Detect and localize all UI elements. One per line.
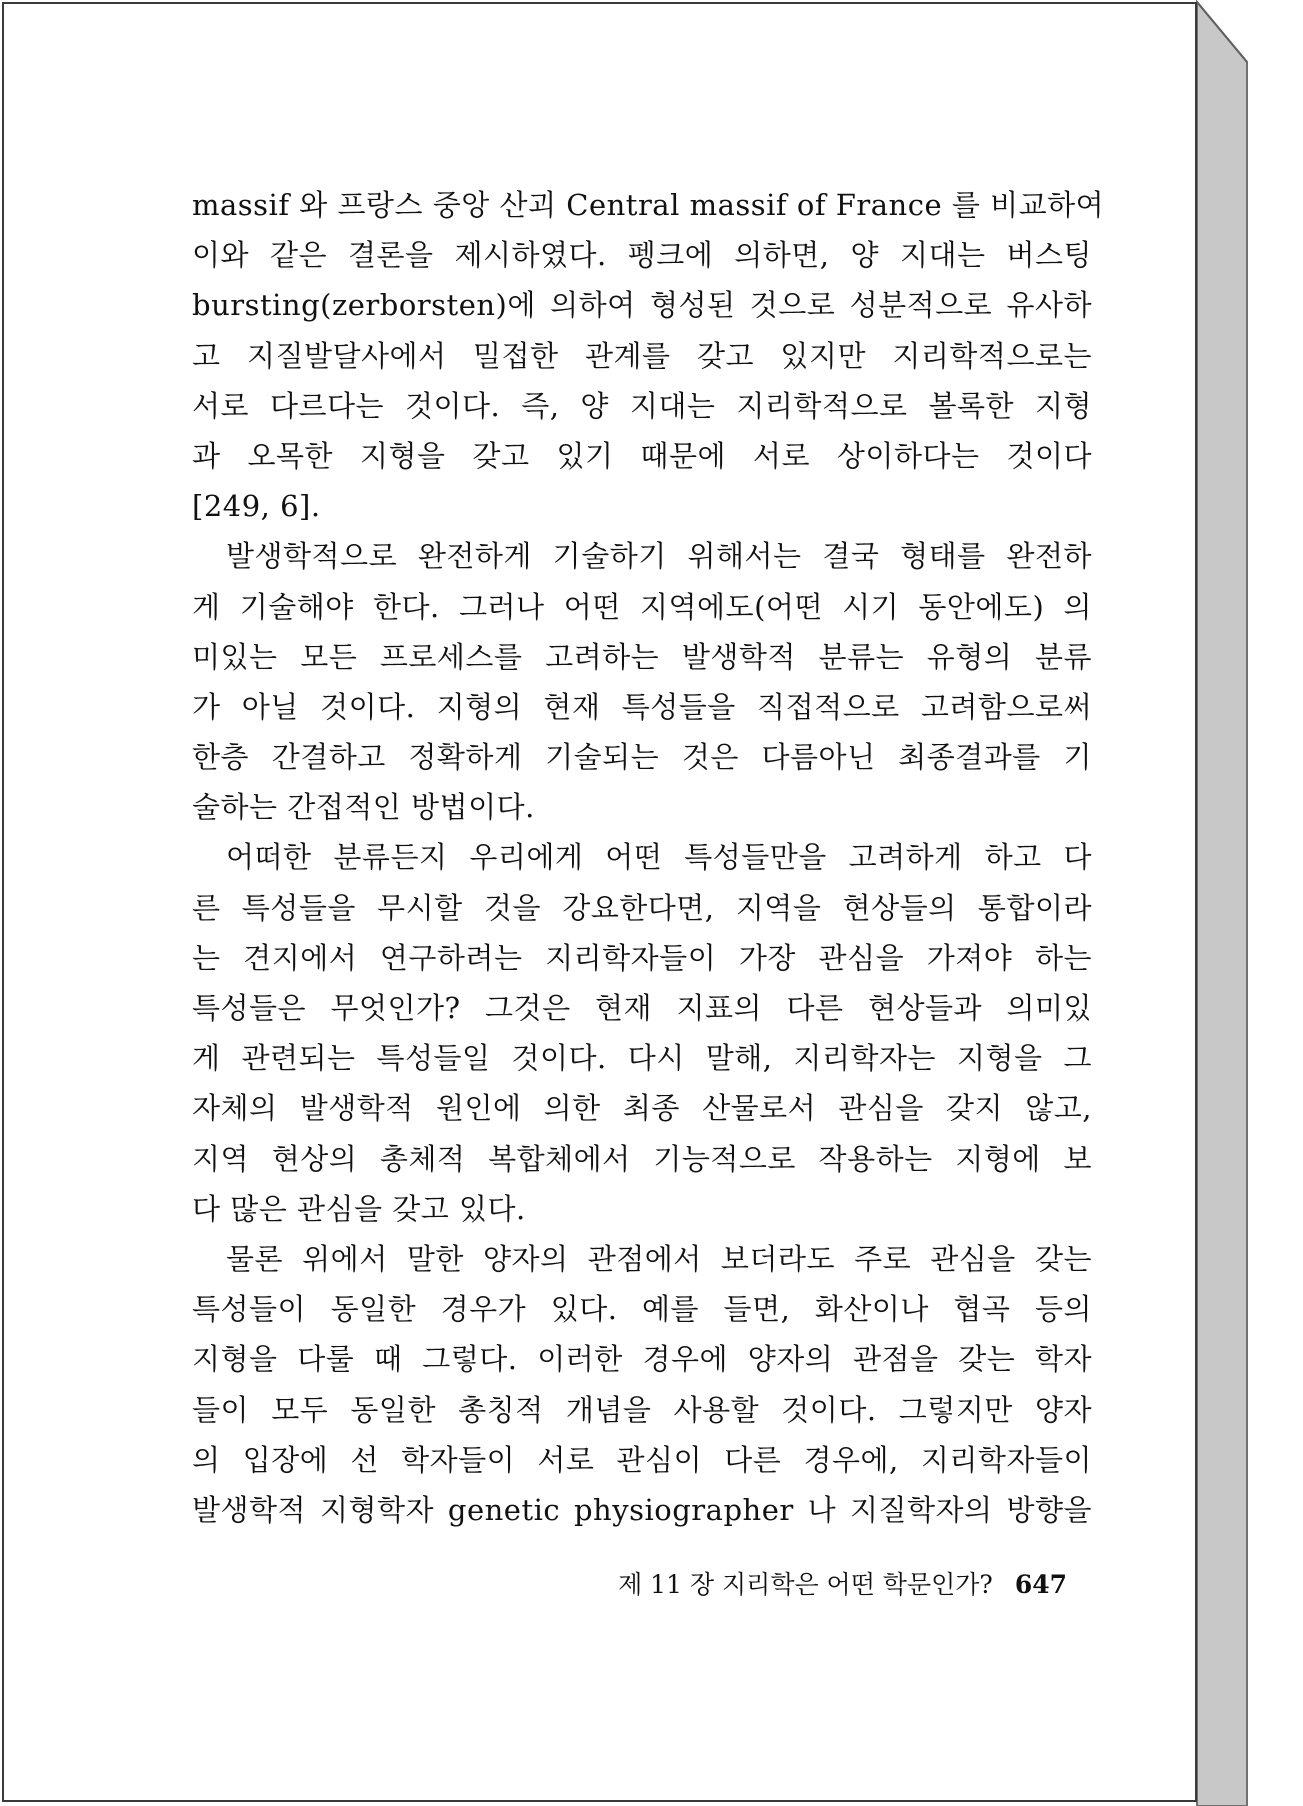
body-text xyxy=(192,180,1105,1535)
text-line-4: 고 지질발달사에서 밀접한 관계를 갖고 있지만 지리학적으로는 xyxy=(192,338,1092,373)
text-line-3: bursting(zerborsten)에 의하여 형성된 것으로 성분적으로 유사하 xyxy=(192,288,1092,323)
text-line-13: 술하는 간접적인 방법이다. xyxy=(192,790,535,825)
running-footer-chapter: 제 11 장 지리학은 어떤 학문인가? xyxy=(618,1570,993,1599)
text-line-9: 게 기술해야 한다. 그러나 어떤 지역에도(어떤 시기 동안에도) 의 xyxy=(192,589,1092,624)
text-line-15: 른 특성들을 무시할 것을 강요한다면, 지역을 현상들의 통합이라 xyxy=(192,890,1092,925)
text-line-27: 발생학적 지형학자 genetic physiographer 나 지질학자의 방향을 xyxy=(192,1492,1092,1527)
text-line-16: 는 견지에서 연구하려는 지리학자들이 가장 관심을 가져야 하는 xyxy=(192,940,1092,975)
text-line-14: 어떠한 분류든지 우리에게 어떤 특성들만을 고려하게 하고 다 xyxy=(226,840,1092,875)
text-line-7: [249, 6]. xyxy=(192,489,321,524)
text-line-1: massif 와 프랑스 중앙 산괴 Central massif of France 를 비교하여 xyxy=(192,188,1105,222)
text-line-18: 게 관련되는 특성들일 것이다. 다시 말해, 지리학자는 지형을 그 xyxy=(192,1041,1092,1076)
text-line-12: 한층 간결하고 정확하게 기술되는 것은 다름아닌 최종결과를 기 xyxy=(192,740,1092,775)
text-line-25: 들이 모두 동일한 총칭적 개념을 사용할 것이다. 그렇지만 양자 xyxy=(192,1392,1092,1427)
text-line-26: 의 입장에 선 학자들이 서로 관심이 다른 경우에, 지리학자들이 xyxy=(192,1442,1092,1477)
text-line-10: 미있는 모든 프로세스를 고려하는 발생학적 분류는 유형의 분류 xyxy=(192,639,1092,674)
page-number: 647 xyxy=(1014,1570,1067,1599)
text-line-23: 특성들이 동일한 경우가 있다. 예를 들면, 화산이나 협곡 등의 xyxy=(192,1292,1092,1327)
text-line-24: 지형을 다룰 때 그렇다. 이러한 경우에 양자의 관점을 갖는 학자 xyxy=(192,1342,1092,1377)
page-footer xyxy=(587,1565,1067,1601)
text-line-19: 자체의 발생학적 원인에 의한 최종 산물로서 관심을 갖지 않고, xyxy=(192,1091,1092,1126)
text-line-6: 과 오목한 지형을 갖고 있기 때문에 서로 상이하다는 것이다 xyxy=(192,438,1092,473)
text-line-2: 이와 같은 결론을 제시하였다. 펭크에 의하면, 양 지대는 버스팅 xyxy=(192,238,1092,273)
text-line-11: 가 아닐 것이다. 지형의 현재 특성들을 직접적으로 고려함으로써 xyxy=(192,689,1092,724)
text-line-8: 발생학적으로 완전하게 기술하기 위해서는 결국 형태를 완전하 xyxy=(226,539,1092,574)
text-line-5: 서로 다르다는 것이다. 즉, 양 지대는 지리학적으로 볼록한 지형 xyxy=(192,388,1092,423)
text-line-22: 물론 위에서 말한 양자의 관점에서 보더라도 주로 관심을 갖는 xyxy=(226,1241,1092,1276)
text-line-20: 지역 현상의 총체적 복합체에서 기능적으로 작용하는 지형에 보 xyxy=(192,1141,1092,1176)
text-line-21: 다 많은 관심을 갖고 있다. xyxy=(192,1191,526,1226)
text-line-17: 특성들은 무엇인가? 그것은 현재 지표의 다른 현상들과 의미있 xyxy=(192,991,1092,1025)
